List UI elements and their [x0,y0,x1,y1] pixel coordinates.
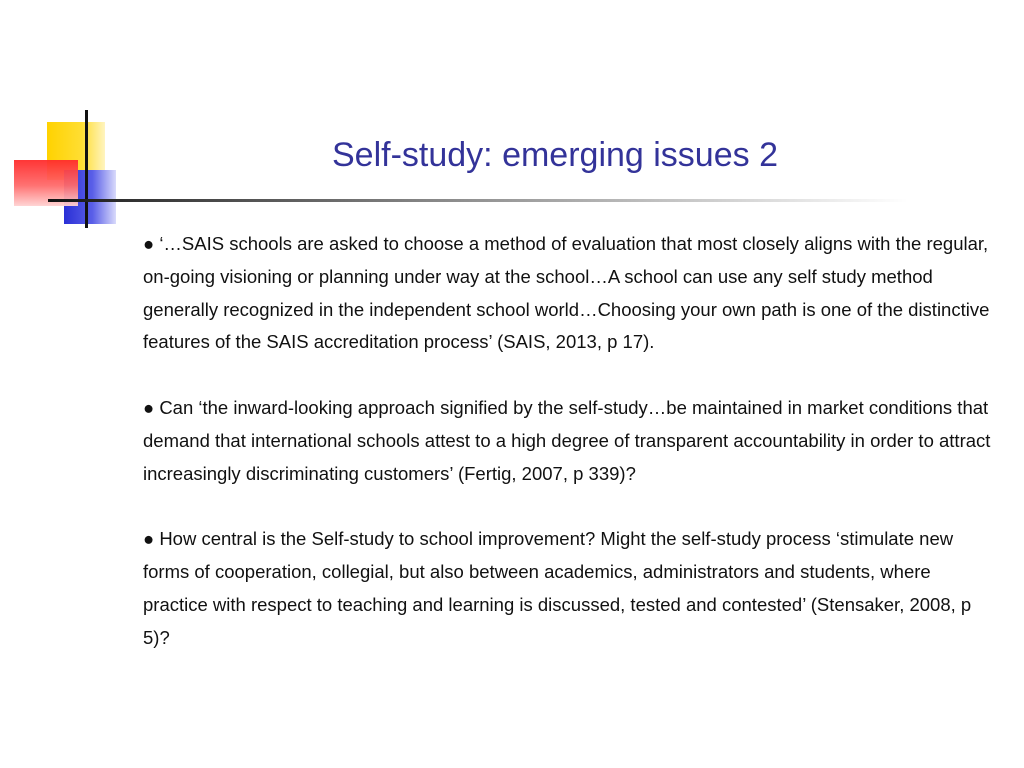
decor-vertical-line [85,110,88,228]
bullet-paragraph-2: ● Can ‘the inward-looking approach signified by the self-study…be maintained in market conditions that demand that international schools attest to a high degree of transparent accountability in order to attract increasingly discriminating customers’ (Fertig, 2007, p 339)? [143,396,991,484]
slide-body [143,228,993,654]
title-underline [48,199,908,202]
slide-title: Self-study: emerging issues 2 [332,136,778,174]
bullet-paragraph-1: ● ‘…SAIS schools are asked to choose a method of evaluation that most closely aligns with the regular, on-going visioning or planning under way at the school…A school can use any self study method generally recognized in the independent school world…Choosing your own path is one of the distinctive features of the SAIS accreditation process’ (SAIS, 2013, p 17). [143,233,990,353]
bullet-paragraph-3: ● How central is the Self-study to school improvement? Might the self-study process ‘stimulate new forms of cooperation, collegial, but also between academics, administrators and students, where practice with respect to teaching and learning is discussed, tested and contested’ (Stensaker, 2008, p 5)? [143,528,972,648]
